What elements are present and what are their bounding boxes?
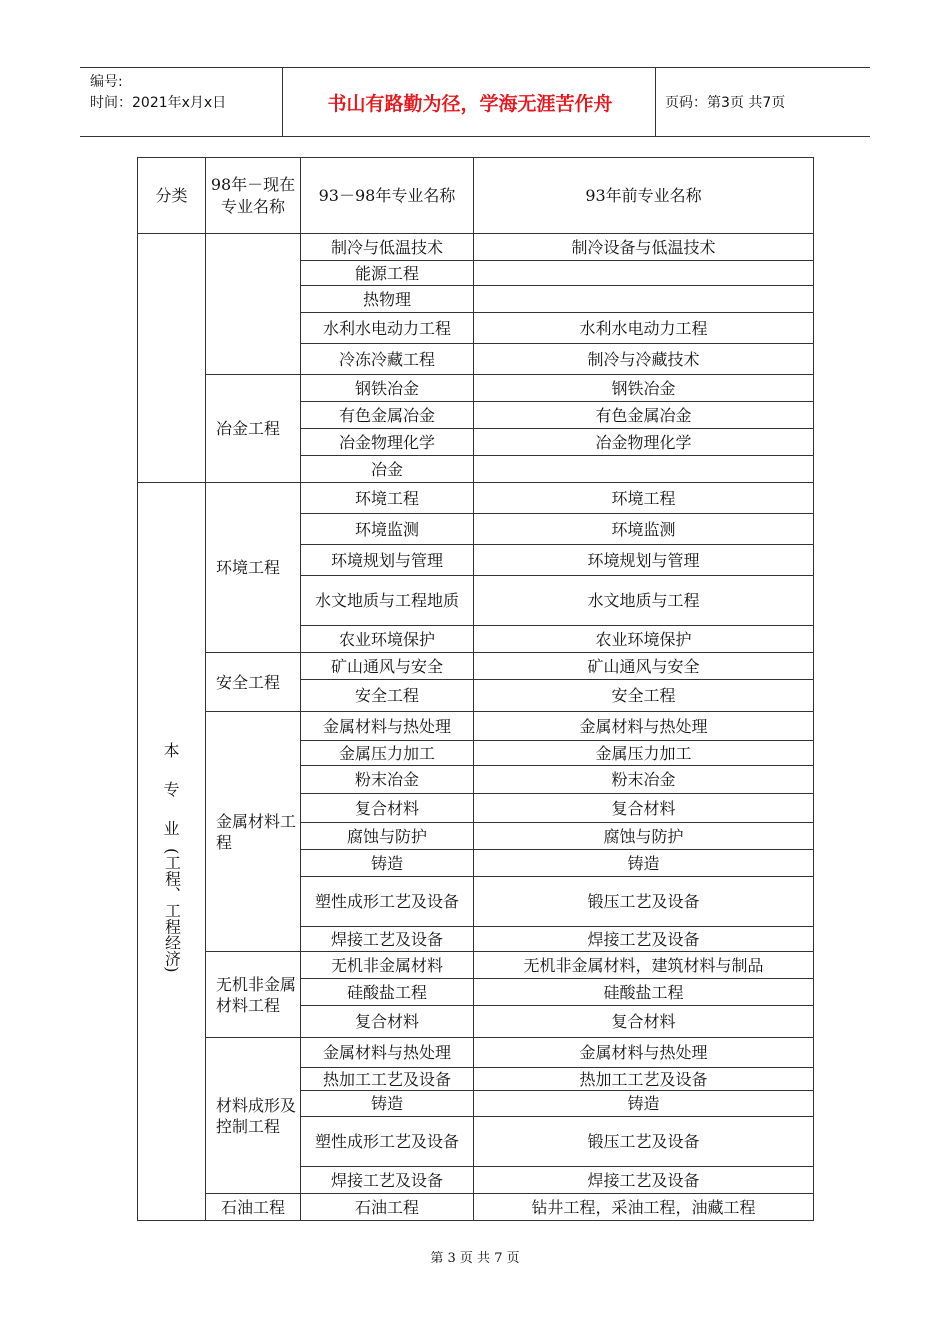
- mid-name-cell: 水文地质与工程地质: [301, 576, 474, 626]
- table-row: [138, 952, 814, 979]
- old-name-cell: 冶金物理化学: [474, 429, 814, 456]
- old-name-cell: 焊接工艺及设备: [474, 1167, 814, 1194]
- header-meta: [90, 72, 226, 114]
- mid-name-cell: 铸造: [301, 1091, 474, 1117]
- old-name-cell: 铸造: [474, 1091, 814, 1117]
- category-char: 本: [163, 740, 180, 760]
- table-row: [138, 375, 814, 402]
- mid-name-cell: 铸造: [301, 850, 474, 877]
- mid-name-cell: 复合材料: [301, 1006, 474, 1038]
- header-divider: [282, 68, 283, 136]
- serial-label: 编号:: [90, 74, 123, 90]
- mid-name-cell: 冶金: [301, 456, 474, 483]
- group-name-cell: 无机非金属材料工程: [206, 952, 301, 1038]
- table-row: [138, 234, 814, 261]
- mid-name-cell: 金属材料与热处理: [301, 1038, 474, 1068]
- old-name-cell: 水利水电动力工程: [474, 313, 814, 344]
- group-name-cell: 安全工程: [206, 653, 301, 712]
- mid-name-cell: 制冷与低温技术: [301, 234, 474, 261]
- old-name-cell: 无机非金属材料，建筑材料与制品: [474, 952, 814, 979]
- mid-name-cell: 粉末冶金: [301, 766, 474, 794]
- mid-name-cell: 环境工程: [301, 483, 474, 514]
- group-name-cell: 冶金工程: [206, 375, 301, 483]
- mid-name-cell: 石油工程: [301, 1194, 474, 1221]
- mid-name-cell: 冷冻冷藏工程: [301, 344, 474, 375]
- mid-name-cell: 热物理: [301, 286, 474, 313]
- mid-name-cell: 钢铁冶金: [301, 375, 474, 402]
- header-motto: 书山有路勤为径，学海无涯苦作舟: [327, 92, 613, 115]
- old-name-cell: 粉末冶金: [474, 766, 814, 794]
- old-name-cell: [474, 261, 814, 286]
- table-row: [138, 1038, 814, 1068]
- mid-name-cell: 水利水电动力工程: [301, 313, 474, 344]
- group-name-cell: 金属材料工程: [206, 712, 301, 952]
- table-row: [138, 712, 814, 741]
- table-row: [138, 483, 814, 514]
- mid-name-cell: 硅酸盐工程: [301, 979, 474, 1006]
- old-name-cell: 铸造: [474, 850, 814, 877]
- mid-name-cell: 环境规划与管理: [301, 545, 474, 576]
- mid-name-cell: 能源工程: [301, 261, 474, 286]
- mid-name-cell: 农业环境保护: [301, 626, 474, 653]
- old-name-cell: 农业环境保护: [474, 626, 814, 653]
- header-current-name: 98年－现在专业名称: [206, 158, 301, 234]
- mid-name-cell: 环境监测: [301, 514, 474, 545]
- mid-name-cell: 焊接工艺及设备: [301, 927, 474, 952]
- group-name-cell: 石油工程: [206, 1194, 301, 1221]
- mid-name-cell: 安全工程: [301, 680, 474, 712]
- old-name-cell: 环境工程: [474, 483, 814, 514]
- old-name-cell: [474, 456, 814, 483]
- old-name-cell: 锻压工艺及设备: [474, 877, 814, 927]
- mid-name-cell: 热加工工艺及设备: [301, 1068, 474, 1091]
- table-row: [138, 653, 814, 680]
- old-name-cell: 焊接工艺及设备: [474, 927, 814, 952]
- old-name-cell: 锻压工艺及设备: [474, 1117, 814, 1167]
- old-name-cell: 钢铁冶金: [474, 375, 814, 402]
- category-char: 业: [163, 818, 180, 838]
- old-name-cell: 有色金属冶金: [474, 402, 814, 429]
- old-name-cell: 环境监测: [474, 514, 814, 545]
- old-name-cell: [474, 286, 814, 313]
- mid-name-cell: 金属材料与热处理: [301, 712, 474, 741]
- header-page-info: 页码：第3页 共7页: [665, 95, 786, 111]
- mid-name-cell: 无机非金属材料: [301, 952, 474, 979]
- category-char: (工程、工程经济): [162, 847, 182, 973]
- category-char: 专: [163, 779, 180, 799]
- major-mapping-table: [137, 157, 814, 1221]
- old-name-cell: 制冷设备与低温技术: [474, 234, 814, 261]
- mid-name-cell: 矿山通风与安全: [301, 653, 474, 680]
- page-header: [80, 67, 870, 137]
- old-name-cell: 环境规划与管理: [474, 545, 814, 576]
- group-name-cell: [206, 234, 301, 375]
- mid-name-cell: 有色金属冶金: [301, 402, 474, 429]
- old-name-cell: 硅酸盐工程: [474, 979, 814, 1006]
- old-name-cell: 复合材料: [474, 794, 814, 823]
- mid-name-cell: 焊接工艺及设备: [301, 1167, 474, 1194]
- old-name-cell: 安全工程: [474, 680, 814, 712]
- old-name-cell: 金属压力加工: [474, 741, 814, 766]
- page-footer: 第 3 页 共 7 页: [430, 1251, 520, 1266]
- category-cell: [138, 483, 206, 1221]
- old-name-cell: 水文地质与工程: [474, 576, 814, 626]
- group-name-cell: 环境工程: [206, 483, 301, 653]
- old-name-cell: 金属材料与热处理: [474, 1038, 814, 1068]
- table-header-row: [138, 158, 814, 234]
- header-old-name: 93年前专业名称: [474, 158, 814, 234]
- mid-name-cell: 金属压力加工: [301, 741, 474, 766]
- header-mid-name: 93－98年专业名称: [301, 158, 474, 234]
- category-cell: [138, 234, 206, 483]
- header-divider: [655, 68, 656, 136]
- time-label: 时间：2021年x月x日: [90, 95, 227, 111]
- mid-name-cell: 塑性成形工艺及设备: [301, 1117, 474, 1167]
- old-name-cell: 钻井工程，采油工程，油藏工程: [474, 1194, 814, 1221]
- old-name-cell: 热加工工艺及设备: [474, 1068, 814, 1091]
- header-category: 分类: [138, 158, 206, 234]
- old-name-cell: 金属材料与热处理: [474, 712, 814, 741]
- mid-name-cell: 腐蚀与防护: [301, 823, 474, 850]
- old-name-cell: 矿山通风与安全: [474, 653, 814, 680]
- old-name-cell: 复合材料: [474, 1006, 814, 1038]
- group-name-cell: 材料成形及控制工程: [206, 1038, 301, 1194]
- mid-name-cell: 塑性成形工艺及设备: [301, 877, 474, 927]
- old-name-cell: 腐蚀与防护: [474, 823, 814, 850]
- old-name-cell: 制冷与冷藏技术: [474, 344, 814, 375]
- mid-name-cell: 复合材料: [301, 794, 474, 823]
- table-row: [138, 1194, 814, 1221]
- mid-name-cell: 冶金物理化学: [301, 429, 474, 456]
